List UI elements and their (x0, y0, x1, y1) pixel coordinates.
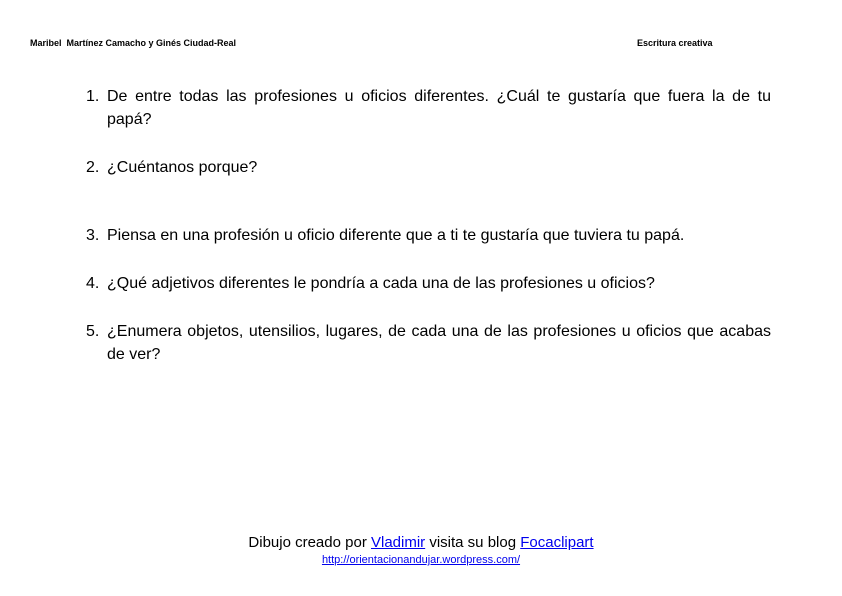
question-text: Piensa en una profesión u oficio diferente que a ti te gustaría que tuviera tu papá. (107, 227, 685, 244)
footer-url (0, 554, 842, 566)
question-number: 5. (86, 323, 100, 340)
header-author: Maribel Martínez Camacho y Ginés Ciudad-Real (30, 38, 237, 48)
question-number: 1. (86, 88, 100, 105)
question-text: ¿Enumera objetos, utensilios, lugares, de cada una de las profesiones u oficios que acabas de ver? (107, 323, 771, 363)
question-item-1 (86, 85, 771, 131)
credit-middle: visita su blog (425, 534, 521, 551)
footer-credit (0, 534, 842, 551)
blog-link[interactable]: Focaclipart (520, 534, 594, 551)
author-link[interactable]: Vladimir (370, 534, 426, 551)
question-number: 4. (86, 275, 100, 292)
question-item-5 (86, 320, 771, 366)
question-text: ¿Qué adjetivos diferentes le pondría a cada una de las profesiones u oficios? (107, 275, 655, 292)
question-number: 2. (86, 159, 100, 176)
header-subject: Escritura creativa (637, 38, 713, 48)
question-item-3 (86, 224, 771, 247)
question-text: ¿Cuéntanos porque? (107, 159, 258, 176)
question-text: De entre todas las profesiones u oficios diferentes. ¿Cuál te gustaría que fuera la de tu papá? (107, 88, 771, 128)
blog-url-link[interactable]: http://orientacionandujar.wordpress.com/ (321, 554, 521, 566)
question-item-4 (86, 272, 771, 295)
credit-prefix: Dibujo creado por (248, 534, 371, 551)
question-item-2 (86, 156, 771, 179)
question-number: 3. (86, 227, 100, 244)
